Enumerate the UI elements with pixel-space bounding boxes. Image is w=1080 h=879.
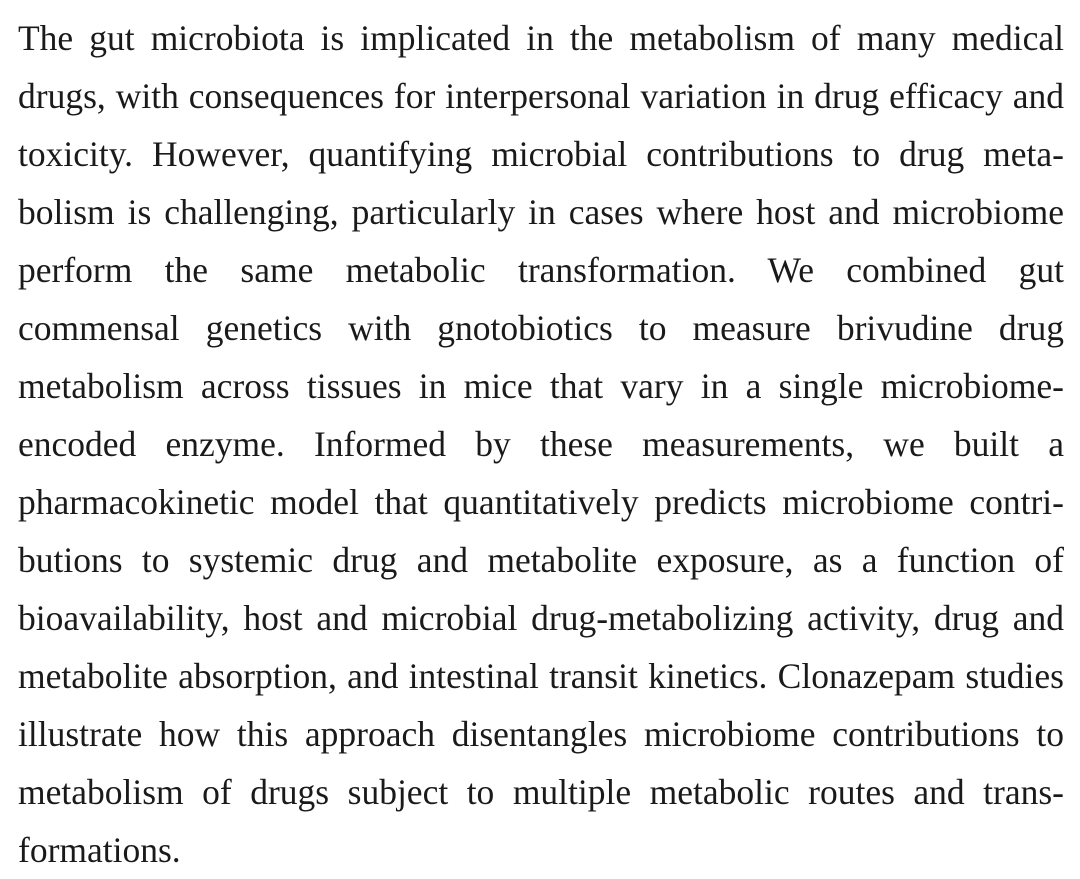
text-line: illustrate how this approach disentangles microbiome contributions to	[18, 714, 1064, 754]
text-line: pharmacokinetic model that quantitatively predicts microbiome contri-	[18, 482, 1064, 522]
text-line: metabolite absorption, and intestinal transit kinetics. Clonazepam studies	[18, 656, 1064, 696]
text-line: perform the same metabolic transformation. We combined gut	[18, 250, 1064, 290]
text-line: butions to systemic drug and metabolite exposure, as a function of	[18, 540, 1064, 580]
text-line: formations.	[18, 830, 181, 870]
text-line: bioavailability, host and microbial drug-metabolizing activity, drug and	[18, 598, 1064, 638]
text-line: toxicity. However, quantifying microbial contributions to drug meta-	[18, 134, 1064, 174]
text-line: bolism is challenging, particularly in cases where host and microbiome	[18, 192, 1064, 232]
text-line: metabolism across tissues in mice that vary in a single microbiome-	[18, 366, 1064, 406]
text-line: encoded enzyme. Informed by these measurements, we built a	[18, 424, 1064, 464]
text-line: commensal genetics with gnotobiotics to measure brivudine drug	[18, 308, 1064, 348]
text-line: drugs, with consequences for interpersonal variation in drug efficacy and	[18, 76, 1064, 116]
abstract-paragraph	[18, 9, 1064, 879]
text-line: metabolism of drugs subject to multiple metabolic routes and trans-	[18, 772, 1064, 812]
text-line: The gut microbiota is implicated in the metabolism of many medical	[18, 18, 1064, 58]
